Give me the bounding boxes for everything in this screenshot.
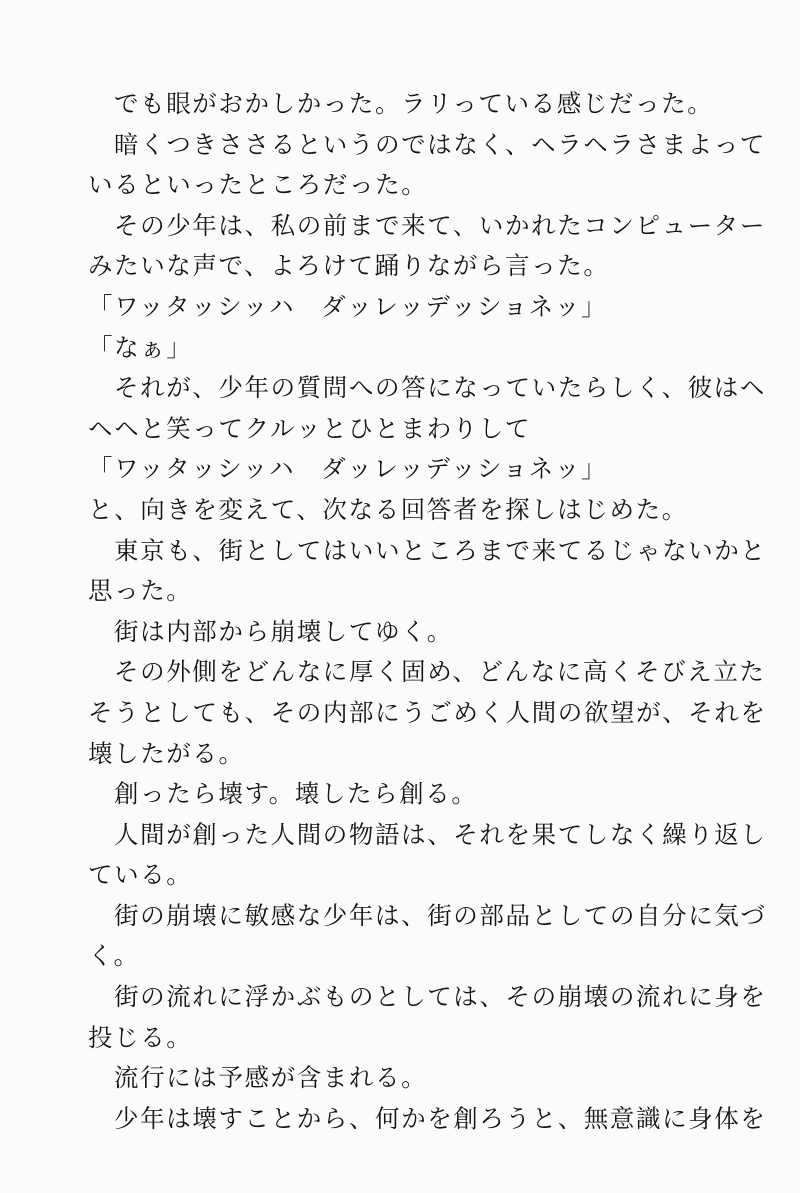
text-line: 街の崩壊に敏感な少年は、街の部品としての自分に気づ xyxy=(114,900,767,930)
text-line: 人間が創った人間の物語は、それを果てしなく繰り返し xyxy=(114,819,767,849)
text-line: そうとしても、その内部にうごめく人間の欲望が、それを xyxy=(88,697,767,727)
text-line: みたいな声で、よろけて踊りながら言った。 xyxy=(88,251,610,281)
text-line: 暗くつきささるというのではなく、ヘラヘラさまよって xyxy=(114,129,767,159)
text-line: 投じる。 xyxy=(88,1022,193,1052)
text-line: それが、少年の質問への答になっていたらしく、彼はヘ xyxy=(114,373,767,403)
text-line: 思った。 xyxy=(88,576,193,606)
text-line: ヘヘと笑ってクルッとひとまわりして xyxy=(88,413,531,443)
body-text xyxy=(88,84,767,1139)
text-line: と、向きを変えて、次なる回答者を探しはじめた。 xyxy=(88,494,688,524)
text-line: く。 xyxy=(88,941,140,971)
text-line: 東京も、街としてはいいところまで来てるじゃないかと xyxy=(114,535,767,565)
text-line: その外側をどんなに厚く固め、どんなに高くそびえ立た xyxy=(114,657,766,687)
text-line: ている。 xyxy=(88,860,193,890)
text-line: 街は内部から崩壊してゆく。 xyxy=(114,616,453,646)
text-line: その少年は、私の前まで来て、いかれたコンピューター xyxy=(114,210,767,240)
text-line: 街の流れに浮かぶものとしては、その崩壊の流れに身を xyxy=(114,982,767,1012)
dialogue-line: 「なぁ」 xyxy=(88,332,193,362)
text-line: でも眼がおかしかった。ラリっている感じだった。 xyxy=(114,89,714,118)
text-line: 創ったら壊す。壊したら創る。 xyxy=(114,779,478,809)
dialogue-line: 「ワッタッシッハ ダッレッデッショネッ」 xyxy=(88,291,608,321)
text-line: 少年は壊すことから、何かを創ろうと、無意識に身体を xyxy=(114,1103,767,1133)
text-line: 壊したがる。 xyxy=(88,738,245,768)
text-line: いるといったところだった。 xyxy=(88,170,428,200)
dialogue-line: 「ワッタッシッハ ダッレッデッショネッ」 xyxy=(88,454,608,484)
text-line: 流行には予感が含まれる。 xyxy=(114,1063,428,1093)
